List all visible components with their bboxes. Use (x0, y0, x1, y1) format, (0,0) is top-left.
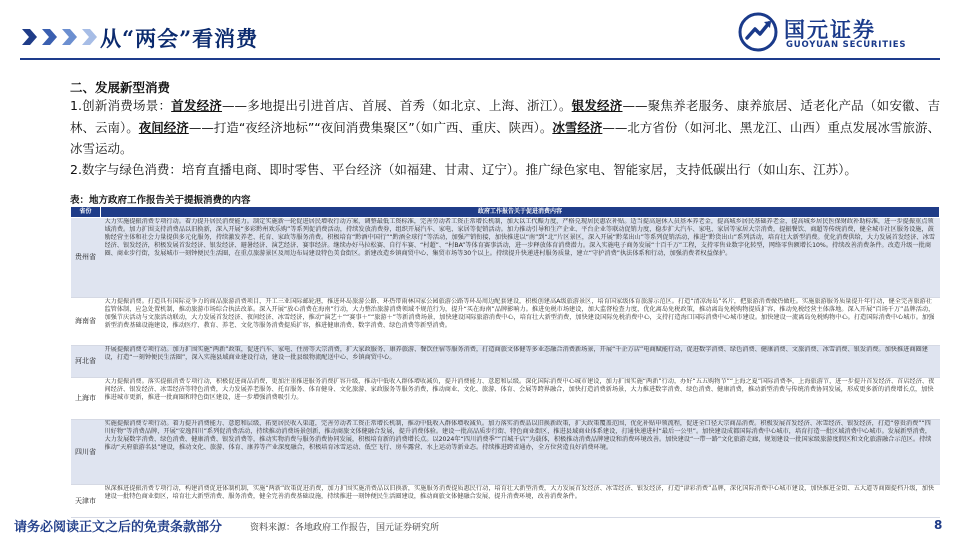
table-row (71, 378, 940, 420)
table-row (71, 420, 940, 485)
province-cell: 河北省 (71, 346, 101, 378)
policy-table (70, 206, 940, 518)
paragraph-consumption-scenes (70, 95, 940, 160)
company-logo (738, 12, 948, 54)
disclaimer-link: 请务必阅读正文之后的免责条款部分 (14, 520, 223, 535)
keyword-night-economy: 夜间经济 (138, 119, 189, 135)
text-run: ——北方省份（如河北、黑龙江、山西）重点发展冰雪旅游、冰雪运动。 (70, 119, 940, 156)
content-cell (101, 420, 940, 485)
logo-english-name: GUOYUAN SECURITIES (786, 40, 907, 50)
content-text: 大力提振消费。打造具有国际竞争力的商品旅游消费项目，开工三亚国际邮轮港，推进环岛旅游公路、环热带雨林国家公园旅游公路等环岛周边配套建设，积极创建高A级旅游景区，培育国家级体育旅游示范区。打造“清凉海岛”名片，把旅游消费做热做旺。实施旅游服务质量提升年行动，健全完善旅游社监管体制，应急处置机制，推动旅游市场综合执法改革。深入开展“放心消费在海南”行动，大力整治旅游消费领域不规范行为，提升“买在海南”品牌影响力。推进免税市场建设，加大监督检查力度，优化离岛免税政策，推动离岛免税购物提质扩容，推动免税经营主体落地。深入开展“百场千万”品牌活动，加强节庆活动与文旅活动联动，大力发展首发经济、夜间经济、冰雪经济，推动“演艺＋”“赛事＋”“旅游＋”等新消费场景，加快建设国际旅游消费中心，培育壮大新型消费，加快建设国际免税消费中心，支持打造海口国际消费中心城市建设。加快建设一流离岛免税购物中心。打造国际消费中心城市。加强新型消费基础设施建设，推动医疗、教育、养老、文化等服务消费提质扩容，推进健康消费、数字消费、绿色消费等新型消费。 (104, 298, 935, 330)
content-text: 开展提振消费专项行动。加力扩围实施“两新”政策，促进汽车、家电、住房等大宗消费，扩大家政服务、康养旅游、餐饮住宿等服务消费，打造商旅文体健等多业态融合消费新场景，开展“千企万店”电商赋能行动，促进数字消费、绿色消费、健康消费、文旅消费、冰雪消费、银发消费。加快推进商圈建设，打造“一刻钟便民生活圈”，深入实施县域商业建设行动，建设一批县级物流配送中心、乡镇商贸中心。 (104, 346, 928, 362)
section-heading: 二、发展新型消费 (70, 80, 171, 95)
chevron-right-icon (60, 28, 78, 46)
header (0, 0, 960, 70)
content-text: 大力提振消费。落实提振消费专项行动，积极促进商品消费，更加注重推进服务消费扩容升级，推动中低收入群体增收减负，提升消费能力、意愿和层级。深化国际消费中心城市建设，加力扩围实施“两新”行动，办好“五五购物节”“上海之夏”国际消费季，上海旅游节，进一步提升首发经济、首店经济、夜间经济、银发经济、冰雪经济等特色消费，大力发展养老服务、托育服务、体育健身、文化旅游、家政服务等服务消费，推动商业、文化、旅游、体育、会展等跨界融合，加快打造消费新场景，大力推进数字消费、绿色消费、健康消费，推动新型消费与传统消费协同发展，形成更多新的消费增长点，加快推进城市更新，推进一批商圈和特色街区建设，进一步增强消费吸引力。 (104, 378, 935, 402)
source-note: 资料来源：各地政府工作报告，国元证券研究所 (250, 523, 440, 533)
province-cell: 贵州省 (71, 218, 101, 298)
text-run: ——聚焦养老服务、康养旅居、适老化产品（如安徽、吉林、云南）。 (70, 98, 940, 135)
chevron-right-icon (40, 28, 58, 46)
table-row (71, 218, 940, 298)
logo-chinese-name: 国元证券 (784, 18, 876, 42)
content-cell (101, 378, 940, 420)
paragraph-digital-green-consumption: 2.数字与绿色消费：培育直播电商、即时零售、平台经济（如福建、甘肃、辽宁）。推广绿色家电、智能家居，支持低碳出行（如山东、江苏）。 (70, 162, 857, 177)
table-header-row (71, 207, 940, 218)
table-row (71, 346, 940, 378)
text-run: ——多地提出引进首店、首展、首秀（如北京、上海、浙江）。 (222, 98, 572, 113)
province-cell: 上海市 (71, 378, 101, 420)
text-run: 1.创新消费场景： (70, 98, 172, 113)
table-row (71, 485, 940, 518)
text-run: ——打造“夜经济地标”“夜间消费集聚区”（如广西、重庆、陕西）。 (188, 119, 553, 135)
content-text: 纵深推进提振消费专项行动，构建消费促进体制机制，实施“两新”政策促进消费，加力扩围实施消费品以旧换新，实施服务消费提质惠民行动，培育壮大新型消费，大力发展首发经济、冰雪经济、银发经济，打造“津彩消费”品牌，深化国际消费中心城市建设，加快推进金街、五大道等商圈提档升级，加快建设一批特色商业街区，培育壮大新型消费、服务消费，健全完善消费基础设施，持续推进一刻钟便民生活圈建设，推动商旅文体健融合发展，提升消费环境，改善消费条件。 (104, 485, 935, 501)
table-caption: 表：地方政府工作报告关于提振消费的内容 (70, 195, 251, 206)
content-cell (101, 346, 940, 378)
page-title: 从“两会”看消费 (100, 26, 259, 51)
guoyuan-logo-icon (738, 12, 778, 52)
province-cell: 海南省 (71, 298, 101, 346)
content-text: 实施提振消费专项行动。着力提升消费能力、意愿和层级，拓宽居民收入渠道，完善劳动者工资正常增长机制，推动中低收入群体增收减负。加力落实消费品以旧换新政策，扩大政策覆盖范围，优化补贴申领流程，促进全口径大宗商品消费。积极发展首发经济、冰雪经济、银发经济，打造“蓉贵消费”“四川好物”等消费品牌，开展“安逸四川”系列促消费活动，持续推动消费场景创新，推动商旅文体健融合发展，提升消费体验。建设一批高品质步行街、特色商业街区，推进县域商业体系建设，打通快递进村“最后一公里”。加快建设成都国际消费中心城市，培育打造一批区域消费中心城市。发展新型消费，大力发展数字消费、绿色消费、健康消费、银发消费等，推动实物消费与服务消费协同发展，积极培育新的消费增长点。以2024年“四川消费季”“百城千店”为载体，积极推动消费品牌建设和消费环境改善。加快建设“一带一路”文化旅游走廊，规划建设一批国家级旅游度假区和文化旅游融合示范区。持续推动“天府旅游名县”建设，推动文化、旅游、体育、康养等产业深度融合，积极培育冰雪运动、低空飞行、房车露营、水上运动等新业态。持续推进跨省通办，全方位营造良好消费环境。 (104, 420, 932, 452)
content-cell (101, 485, 940, 518)
column-header-content: 政府工作报告关于促进消费内容 (101, 207, 940, 218)
chevron-decoration (20, 28, 100, 46)
province-cell: 四川省 (71, 420, 101, 485)
header-divider (20, 58, 940, 60)
content-text: 大力实施提振消费专项行动。着力提升居民消费能力。制定实施新一轮促进居民增收行动方案，调整最低工资标准，完善劳动者工资正常增长机制，加大以工代赈力度，严格兑现居民惠农补贴。适当提高退休人员基本养老金，提高城乡居民基础养老金，提高城乡居民医保财政补助标准，进一步提振重点领域消费。加力扩围支持消费品以旧换新，深入开展“多彩黔州欢乐购”等系列促消费活动，持续发放消费券，组织开展汽车、家电、家居等促销活动。加力推动引导和生产企业、平台企业等联动促销力度，稳步扩大汽车、家电、家居等家居大宗消费，提振餐饮、商超等传统消费，健全城市社区服务设施，鼓励经营主体和社会力量提供多元化服务，持续激发养老、托育、家政等服务消费。积极培育“黔酒中国行”“黔酒全球行”等活动，加强产销衔接，加快推进以“南”到“北”片区景区，深入开展“黔菜出山”等系列促销活动，推进“黔货出山”系列活动，培育壮大新型消费。优化消费供给，大力发展首发经济、冰雪经济、银发经济，积极发展首发经济、银发经济、避暑经济、演艺经济、赛事经济。继续办好马拉松赛、自行车赛、“村超”、“村BA”等体育赛事活动，进一步释放体育消费潜力。深入实施电子商务发展“十百千万”工程，支持零售业数字化转型，网络零售额增长10%。持续改善消费条件。改造升级一批商圈、商业步行街，发展城市一刻钟便民生活圈，在重点旅游景区及周边布局建设特色美食街区。新建改造乡镇商贸中心、集贸市场等30个以上。持续提升快递进村服务质量，建立“守护消费”执法体系和行动，加强消费者权益保护。 (104, 218, 935, 258)
content-cell (101, 218, 940, 298)
column-header-province: 省份 (71, 207, 101, 218)
chevron-right-icon (80, 28, 98, 46)
content-cell (101, 298, 940, 346)
province-cell: 天津市 (71, 485, 101, 518)
keyword-first-launch-economy: 首发经济 (171, 98, 223, 113)
page-number: 8 (934, 518, 943, 532)
keyword-silver-economy: 银发经济 (571, 98, 623, 113)
table-row (71, 298, 940, 346)
chevron-right-icon (20, 28, 38, 46)
keyword-ice-snow-economy: 冰雪经济 (552, 119, 603, 135)
